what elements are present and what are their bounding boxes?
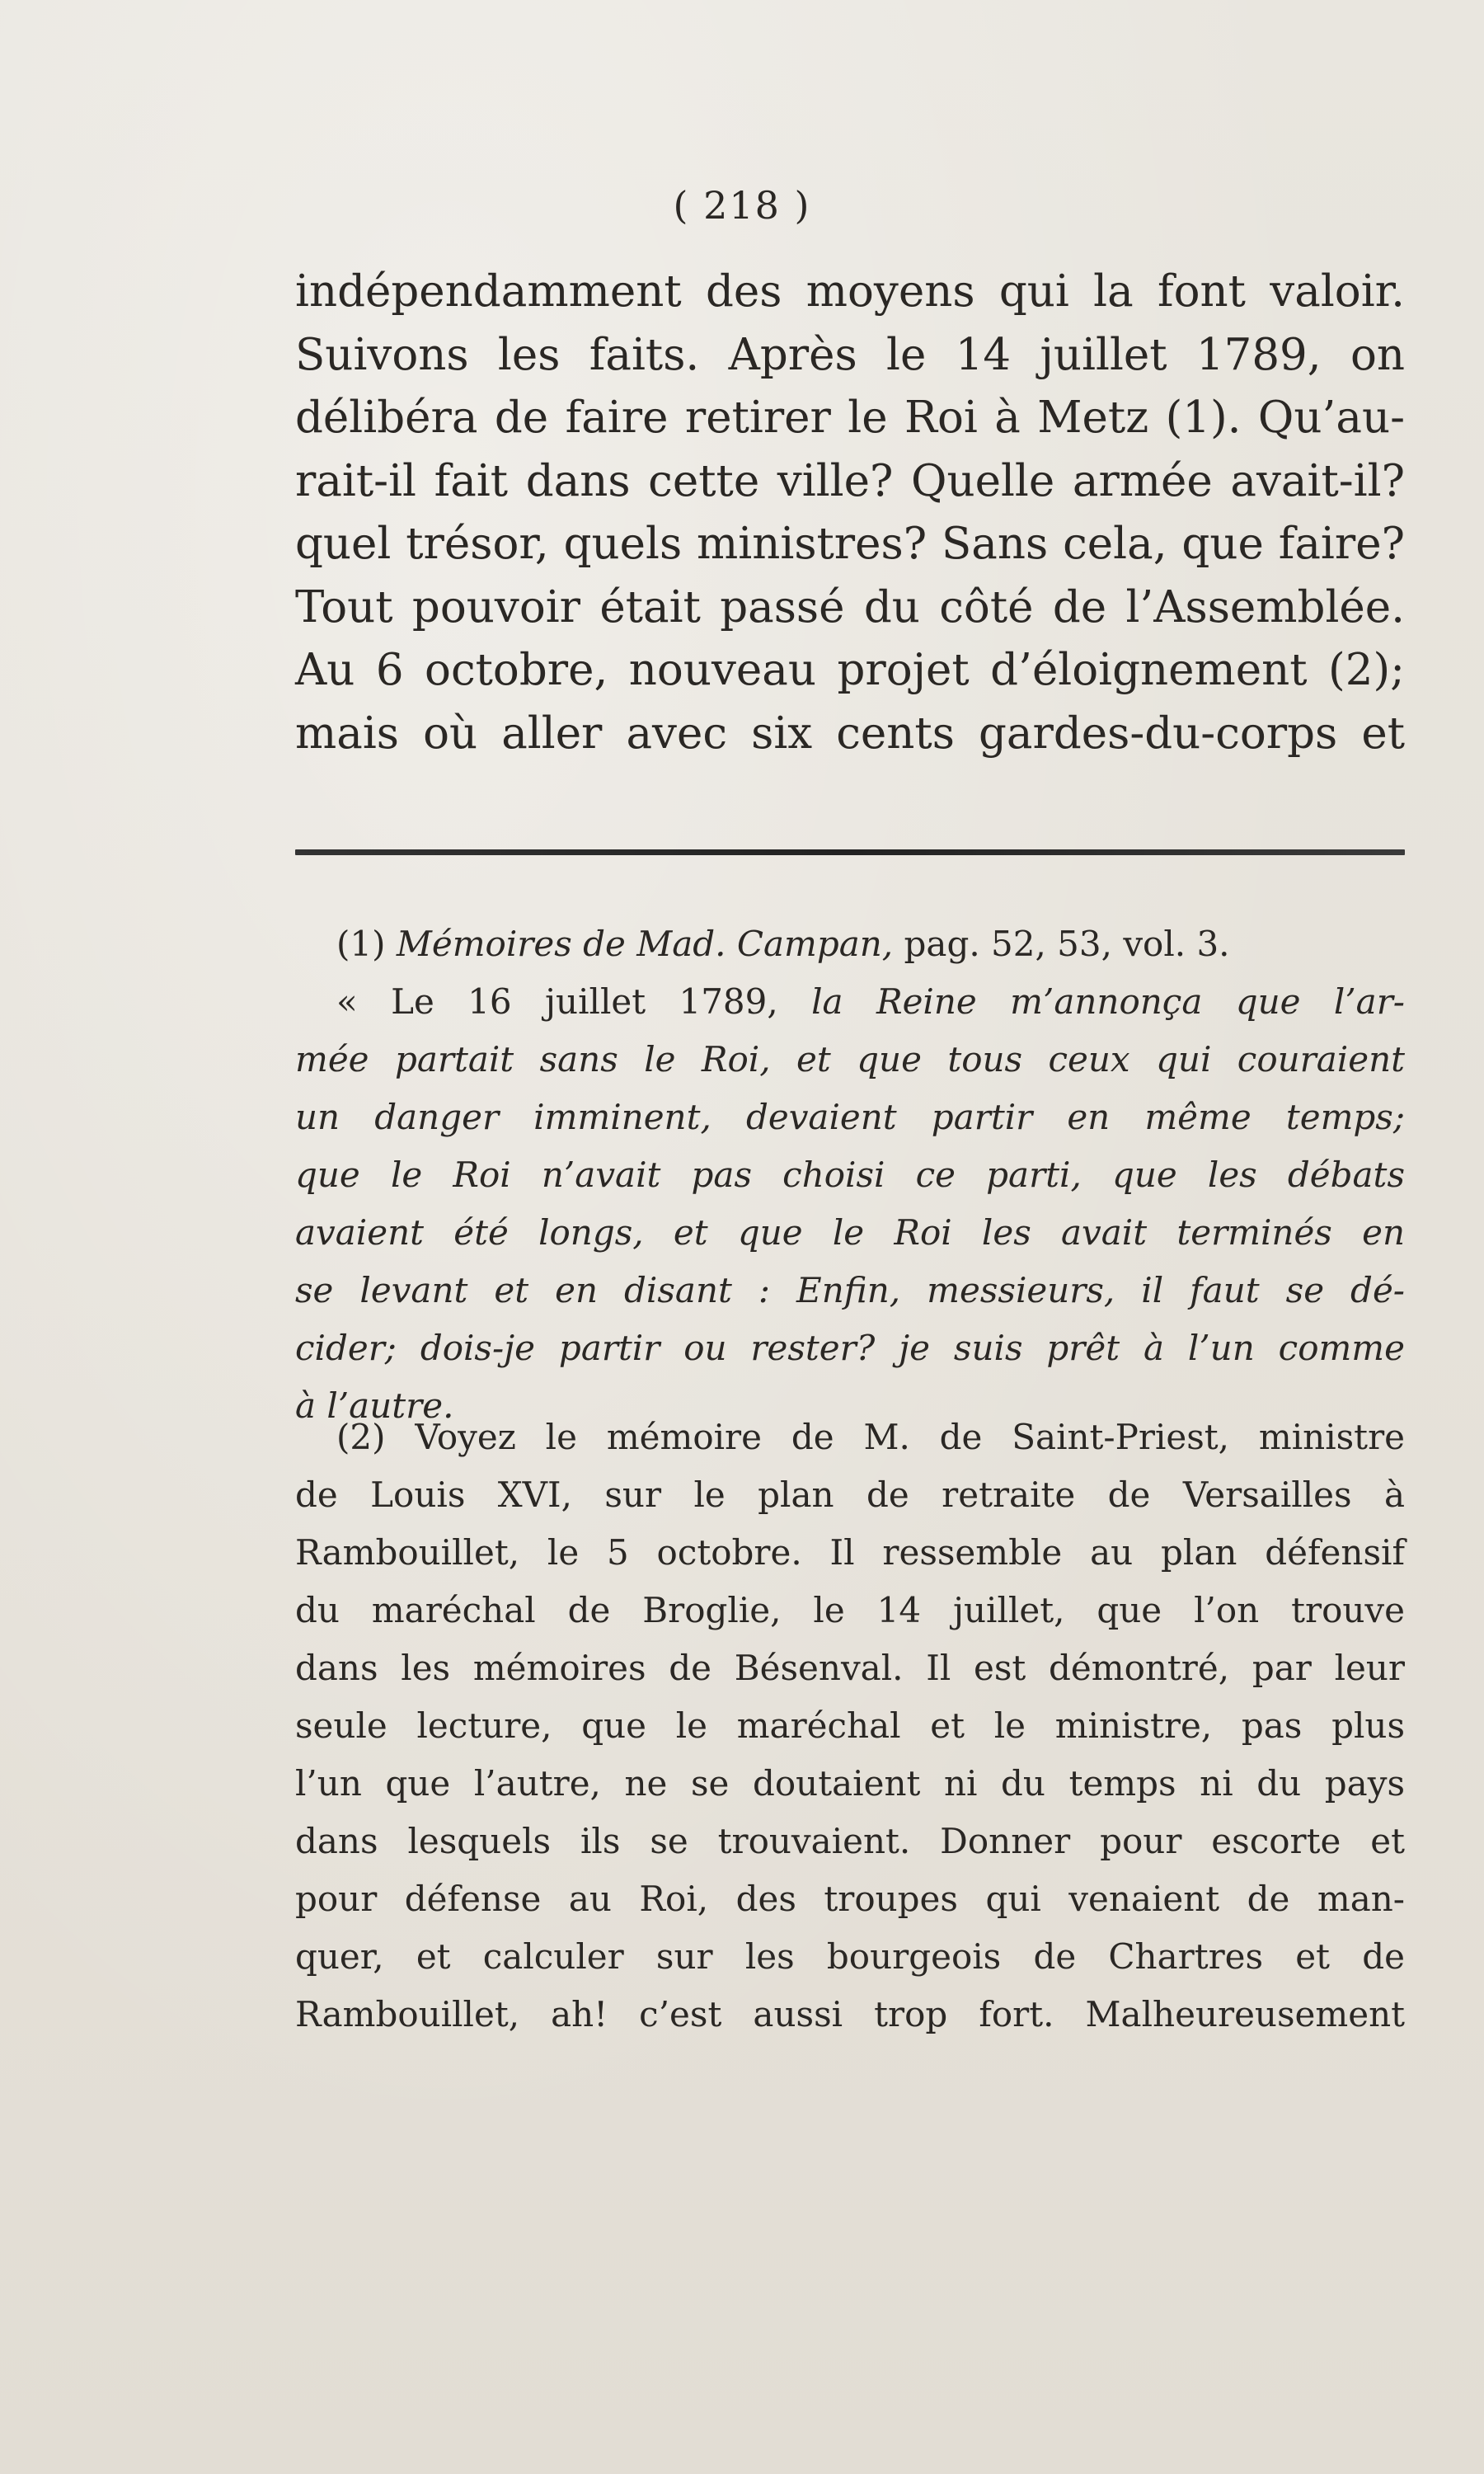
footnote-2 xyxy=(295,1409,1405,2044)
main-text-line: Au 6 octobre, nouveau projet d’éloignement (2); xyxy=(295,645,1405,695)
footnote-1-quote-line: un danger imminent, devaient partir en même temps; xyxy=(295,1097,1405,1137)
footnote-2-line: Rambouillet, le 5 octobre. Il ressemble au plan défensif xyxy=(295,1532,1405,1573)
footnote-1-quote-line: cider; dois-je partir ou rester? je suis prêt à l’un comme xyxy=(295,1328,1405,1368)
main-text-line: Suivons les faits. Après le 14 juillet 1789, on xyxy=(295,329,1405,380)
main-text-line: Tout pouvoir était passé du côté de l’Assemblée. xyxy=(295,581,1405,633)
footnote-1-quote-date: « Le 16 juillet 1789, xyxy=(336,981,778,1022)
main-text-line: indépendamment des moyens qui la font valoir. xyxy=(295,266,1405,317)
footnote-1-source-pages: pag. 52, 53, vol. 3. xyxy=(904,924,1230,964)
footnote-1-quote-line: mée partait sans le Roi, et que tous ceux qui couraient xyxy=(295,1039,1405,1079)
footnote-1-quote-line: se levant et en disant : Enfin, messieurs, il faut se dé- xyxy=(295,1270,1405,1310)
footnote-2-line: (2) Voyez le mémoire de M. de Saint-Priest, ministre xyxy=(336,1417,1405,1457)
footnote-1-quote-line: avaient été longs, et que le Roi les avait terminés en xyxy=(295,1212,1405,1253)
footnote-2-line: seule lecture, que le maréchal et le ministre, pas plus xyxy=(295,1705,1405,1746)
main-text-line: quel trésor, quels ministres? Sans cela, que faire? xyxy=(295,519,1405,569)
footnote-2-line: du maréchal de Broglie, le 14 juillet, que l’on trouve xyxy=(295,1590,1405,1630)
footnote-1-citation xyxy=(295,915,1405,973)
footnote-1-source-title: Mémoires de Mad. Campan, xyxy=(396,924,894,964)
footnote-2-line: l’un que l’autre, ne se doutaient ni du temps ni du pays xyxy=(295,1763,1405,1804)
main-text-line: mais où aller avec six cents gardes-du-corps et xyxy=(295,708,1405,759)
footnote-2-line: pour défense au Roi, des troupes qui venaient de man- xyxy=(295,1879,1405,1919)
footnote-1-quote-line: que le Roi n’avait pas choisi ce parti, que les débats xyxy=(295,1155,1405,1195)
main-text xyxy=(295,261,1405,765)
main-text-line: délibéra de faire retirer le Roi à Metz (1). Qu’au- xyxy=(295,393,1405,443)
footnote-1-quote-line xyxy=(295,973,1405,1031)
footnote-2-line: de Louis XVI, sur le plan de retraite de Versailles à xyxy=(295,1475,1405,1515)
footnote-1-ref: (1) xyxy=(336,924,386,964)
footnote-1 xyxy=(295,915,1405,1435)
main-text-line: rait-il fait dans cette ville? Quelle armée avait-il? xyxy=(295,455,1405,506)
footnote-2-line: quer, et calculer sur les bourgeois de Chartres et de xyxy=(295,1936,1405,1977)
footnote-separator-rule xyxy=(295,849,1405,855)
footnote-1-quote-italic: la Reine m’annonça que l’ar- xyxy=(811,981,1405,1022)
footnote-1-quote-line: à l’autre. xyxy=(295,1385,454,1426)
page-number: ( 218 ) xyxy=(673,183,811,228)
footnote-2-line: dans lesquels ils se trouvaient. Donner pour escorte et xyxy=(295,1821,1405,1861)
footnote-2-line: dans les mémoires de Bésenval. Il est démontré, par leur xyxy=(295,1648,1405,1688)
footnote-2-line: Rambouillet, ah! c’est aussi trop fort. Malheureusement xyxy=(295,1994,1405,2034)
